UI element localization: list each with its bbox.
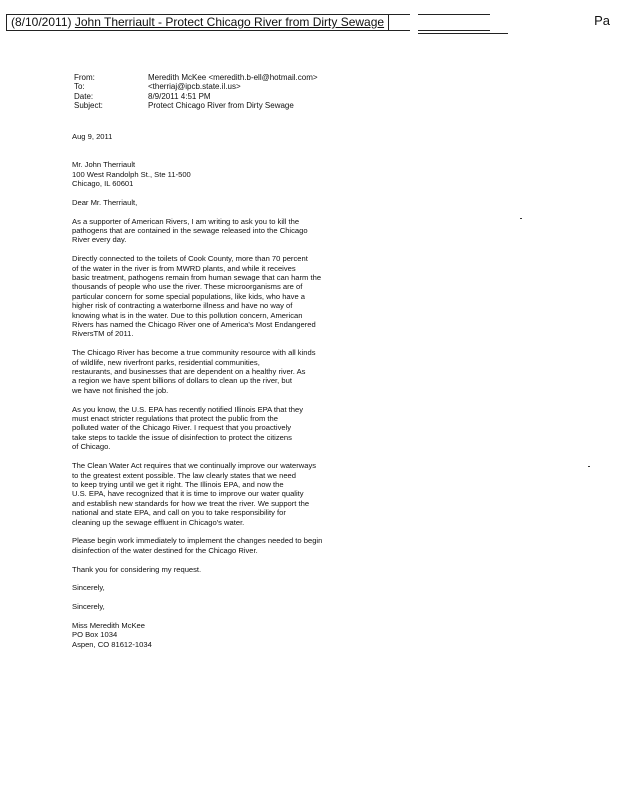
salutation: Dear Mr. Therriault, bbox=[72, 197, 138, 207]
signature-line: Aspen, CO 81612-1034 bbox=[72, 639, 152, 649]
meta-row-subject bbox=[74, 101, 318, 110]
address-line: Chicago, IL 60601 bbox=[72, 179, 134, 188]
letter-body bbox=[72, 132, 542, 649]
header-rule bbox=[324, 14, 410, 15]
meta-row-from bbox=[74, 73, 318, 82]
paragraph: Please begin work immediately to implement the changes needed to begin disinfection of the water destined for the Chicago River. bbox=[72, 536, 323, 555]
meta-value: Meredith McKee <meredith.b-ell@hotmail.com> bbox=[148, 73, 318, 82]
meta-row-to bbox=[74, 82, 318, 91]
closing: Sincerely, bbox=[72, 602, 105, 612]
meta-label: From: bbox=[74, 73, 95, 82]
signature-name: Miss Meredith McKee bbox=[72, 620, 146, 630]
meta-value: 8/9/2011 4:51 PM bbox=[148, 91, 211, 101]
address-line: 100 West Randolph St., Ste 11-500 bbox=[72, 169, 191, 179]
document-header bbox=[6, 12, 610, 34]
signature-line: PO Box 1034 bbox=[72, 630, 118, 640]
paragraph: Thank you for considering my request. bbox=[72, 564, 202, 574]
header-title-box bbox=[6, 14, 389, 31]
header-title: John Therriault - Protect Chicago River from Dirty Sewage bbox=[74, 15, 385, 29]
header-rule bbox=[418, 14, 490, 15]
header-rule bbox=[418, 33, 508, 34]
scan-mark bbox=[520, 218, 522, 219]
meta-label: Subject: bbox=[74, 100, 103, 110]
paragraph: The Chicago River has become a true community resource with all kinds of wildlife, new riverfront parks, residential communities, restaurants, and businesses that are dependent on a healthy river. As a region we have spent billions of dollars to clean up the river, but we have not finished the job. bbox=[72, 348, 316, 395]
paragraph: As you know, the U.S. EPA has recently notified Illinois EPA that they must enact stricter regulations that protect the public from the polluted water of the Chicago River. I request that you proactively take steps to tackle the issue of disinfection to protect the citizens of Chicago. bbox=[72, 404, 304, 452]
header-date: (8/10/2011) bbox=[11, 15, 72, 29]
closing: Sincerely, bbox=[72, 583, 105, 593]
meta-row-date bbox=[74, 92, 318, 101]
meta-value: <therriaj@ipcb.state.il.us> bbox=[148, 82, 241, 92]
email-metadata bbox=[74, 73, 318, 110]
page-label: Pa bbox=[594, 13, 610, 28]
address-line: Mr. John Therriault bbox=[72, 160, 136, 170]
header-rule bbox=[418, 30, 490, 31]
scan-mark bbox=[588, 466, 590, 467]
letter-date: Aug 9, 2011 bbox=[72, 132, 113, 141]
paragraph: Directly connected to the toilets of Cook County, more than 70 percent of the water in the river is from MWRD plants, and while it receives basic treatment, pathogens remain from human sewage that can harm the thousands of people who use the river. These microorganisms are of particular concern for some special populations, like kids, who have a higher risk of contracting a waterborne illness and have no way of knowing what is in the water. Due to this pollution concern, American Rivers has named the Chicago River one of America's Most Endangered RiversTM of 2011. bbox=[72, 254, 322, 339]
paragraph: As a supporter of American Rivers, I am writing to ask you to kill the pathogens that are contained in the sewage released into the Chicago River every day. bbox=[72, 216, 308, 245]
meta-label: Date: bbox=[74, 91, 94, 101]
meta-value: Protect Chicago River from Dirty Sewage bbox=[148, 100, 294, 110]
meta-label: To: bbox=[74, 82, 85, 92]
paragraph: The Clean Water Act requires that we continually improve our waterways to the greatest extent possible. The law clearly states that we need to keep trying until we get it right. The Illinois EPA, and now the U.S. EPA, have recognized that it is time to improve our water quality and establish new standards for how we treat the river. We support the national and state EPA, and call on you to take responsibility for cleaning up the sewage effluent in Chicago's water. bbox=[72, 461, 317, 527]
header-rule bbox=[324, 30, 410, 31]
